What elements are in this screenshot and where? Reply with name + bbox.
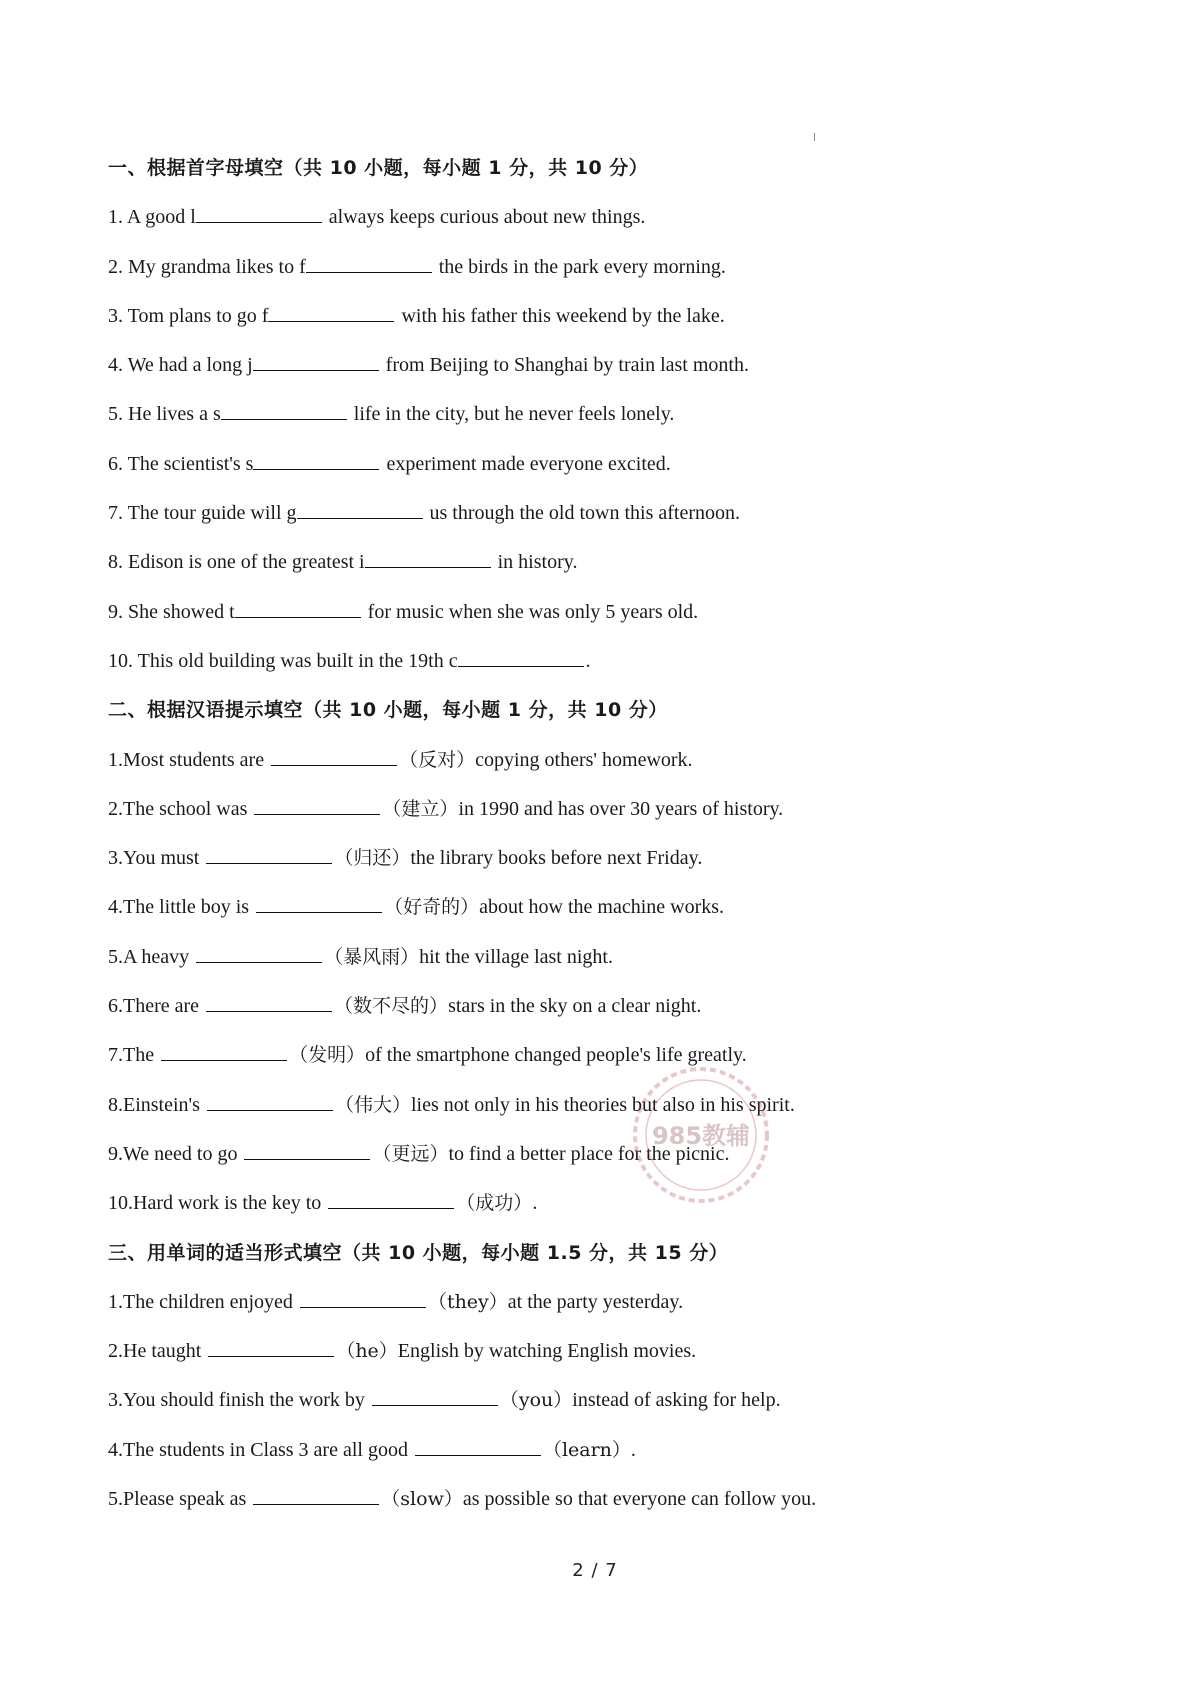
question-text: 8. Edison is one of the greatest i	[108, 551, 365, 574]
answer-blank[interactable]	[297, 498, 423, 519]
question-text: 3. Tom plans to go f	[108, 304, 269, 327]
question-text-after: lies not only in his theories but also in his spirit.	[410, 1093, 795, 1116]
question-item	[108, 495, 1068, 544]
question-item	[108, 544, 1068, 593]
question-text: 1. A good l	[108, 206, 196, 229]
question-text-after: at the party yesterday.	[507, 1290, 684, 1313]
question-text-after: to find a better place for the picnic.	[448, 1142, 730, 1165]
hint-text: （he）	[336, 1340, 398, 1363]
question-item	[108, 396, 1068, 445]
section-heading: 三、用单词的适当形式填空（共 10 小题，每小题 1.5 分，共 15 分）	[108, 1241, 729, 1264]
question-text-after: .	[585, 649, 591, 672]
question-item	[108, 939, 1068, 988]
question-text: 1.The children enjoyed	[108, 1290, 298, 1313]
question-text: 4.The students in Class 3 are all good	[108, 1438, 413, 1461]
question-text: 10.Hard work is the key to	[108, 1192, 327, 1215]
answer-blank[interactable]	[221, 399, 347, 420]
hint-text: （成功）	[456, 1192, 533, 1215]
answer-blank[interactable]	[235, 597, 361, 618]
question-text: 7.The	[108, 1044, 160, 1067]
answer-blank[interactable]	[253, 449, 379, 470]
question-text: 2.He taught	[108, 1340, 207, 1363]
answer-blank[interactable]	[271, 745, 397, 766]
answer-blank[interactable]	[306, 252, 432, 273]
question-text: 6.There are	[108, 995, 205, 1018]
page-number: 2 / 7	[572, 1560, 618, 1581]
hint-text: （好奇的）	[384, 896, 480, 919]
watermark-seal	[626, 1060, 776, 1210]
question-item	[108, 742, 1068, 791]
question-text-after: experiment made everyone excited.	[381, 452, 671, 475]
question-item	[108, 1284, 1068, 1333]
question-text-after: .	[532, 1192, 538, 1215]
question-item	[108, 298, 1068, 347]
question-text-after: in history.	[492, 551, 578, 574]
question-item	[108, 1382, 1068, 1431]
question-text-after: us through the old town this afternoon.	[424, 502, 741, 525]
question-item	[108, 889, 1068, 938]
question-text-after: the birds in the park every morning.	[433, 255, 726, 278]
question-item	[108, 1037, 1068, 1086]
question-text: 5.A heavy	[108, 945, 195, 968]
hint-text: （伟大）	[334, 1093, 411, 1116]
answer-blank[interactable]	[206, 843, 332, 864]
hint-text: （slow）	[381, 1488, 463, 1511]
question-text: 1.Most students are	[108, 748, 270, 771]
answer-blank[interactable]	[415, 1435, 541, 1456]
question-item	[108, 643, 1068, 692]
question-text-after: English by watching English movies.	[397, 1340, 697, 1363]
question-text: 3.You must	[108, 847, 205, 870]
question-text-after: of the smartphone changed people's life greatly.	[365, 1044, 747, 1067]
question-text-after: hit the village last night.	[419, 945, 613, 968]
question-item	[108, 1185, 1068, 1234]
exercise-content	[108, 150, 1068, 1530]
question-item	[108, 1087, 1068, 1136]
question-text: 6. The scientist's s	[108, 452, 254, 475]
hint-text: （learn）	[542, 1438, 631, 1461]
section-heading: 二、根据汉语提示填空（共 10 小题，每小题 1 分，共 10 分）	[108, 699, 668, 722]
question-text-after: instead of asking for help.	[572, 1389, 781, 1412]
question-text: 2.The school was	[108, 797, 253, 820]
question-item	[108, 199, 1068, 248]
hint-text: （更远）	[372, 1142, 449, 1165]
question-text: 8.Einstein's	[108, 1093, 205, 1116]
question-text: 5. He lives a s	[108, 403, 221, 426]
answer-blank[interactable]	[253, 350, 379, 371]
question-text: 3.You should finish the work by	[108, 1389, 370, 1412]
answer-blank[interactable]	[256, 892, 382, 913]
answer-blank[interactable]	[372, 1385, 498, 1406]
answer-blank[interactable]	[161, 1040, 287, 1061]
question-item	[108, 1333, 1068, 1382]
question-item	[108, 1432, 1068, 1481]
question-text: 4.The little boy is	[108, 896, 255, 919]
question-item	[108, 791, 1068, 840]
question-text-after: about how the machine works.	[479, 896, 725, 919]
question-text-after: the library books before next Friday.	[410, 847, 703, 870]
question-item	[108, 347, 1068, 396]
question-text-after: always keeps curious about new things.	[323, 206, 646, 229]
answer-blank[interactable]	[328, 1188, 454, 1209]
hint-text: （发明）	[289, 1044, 366, 1067]
question-text-after: from Beijing to Shanghai by train last month.	[380, 354, 749, 377]
question-item	[108, 1136, 1068, 1185]
answer-blank[interactable]	[254, 794, 380, 815]
hint-text: （反对）	[399, 748, 476, 771]
question-text-after: for music when she was only 5 years old.	[362, 600, 699, 623]
hint-text: （暴风雨）	[324, 945, 420, 968]
question-text: 10. This old building was built in the 19th c	[108, 649, 458, 672]
answer-blank[interactable]	[268, 301, 394, 322]
answer-blank[interactable]	[208, 1336, 334, 1357]
question-text: 2. My grandma likes to f	[108, 255, 306, 278]
question-text: 7. The tour guide will g	[108, 502, 297, 525]
question-item	[108, 446, 1068, 495]
answer-blank[interactable]	[365, 547, 491, 568]
answer-blank[interactable]	[300, 1287, 426, 1308]
question-text: 9.We need to go	[108, 1142, 243, 1165]
question-text: 4. We had a long j	[108, 354, 253, 377]
section-heading: 一、根据首字母填空（共 10 小题，每小题 1 分，共 10 分）	[108, 157, 649, 179]
question-item	[108, 249, 1068, 298]
question-text-after: stars in the sky on a clear night.	[448, 995, 702, 1018]
hint-text: （归还）	[334, 847, 411, 870]
hint-text: （建立）	[382, 797, 459, 820]
question-text-after: .	[630, 1438, 636, 1461]
question-item	[108, 594, 1068, 643]
question-text: 5.Please speak as	[108, 1488, 252, 1511]
hint-text: （数不尽的）	[334, 995, 449, 1018]
question-text-after: with his father this weekend by the lake.	[396, 304, 725, 327]
question-text-after: life in the city, but he never feels lonely.	[348, 403, 675, 426]
question-text-after: in 1990 and has over 30 years of history.	[458, 797, 784, 820]
question-item	[108, 840, 1068, 889]
answer-blank[interactable]	[196, 942, 322, 963]
hint-text: （they）	[427, 1290, 508, 1313]
question-text-after: copying others' homework.	[475, 748, 693, 771]
question-text: 9. She showed t	[108, 600, 235, 623]
question-item	[108, 1481, 1068, 1530]
question-text-after: as possible so that everyone can follow you.	[462, 1488, 817, 1511]
svg-text:985教辅: 985教辅	[651, 1122, 751, 1150]
answer-blank[interactable]	[206, 991, 332, 1012]
margin-mark	[814, 133, 815, 141]
answer-blank[interactable]	[458, 646, 584, 667]
answer-blank[interactable]	[196, 202, 322, 223]
question-item	[108, 988, 1068, 1037]
answer-blank[interactable]	[207, 1090, 333, 1111]
hint-text: （you）	[499, 1389, 573, 1412]
answer-blank[interactable]	[253, 1484, 379, 1505]
answer-blank[interactable]	[244, 1139, 370, 1160]
